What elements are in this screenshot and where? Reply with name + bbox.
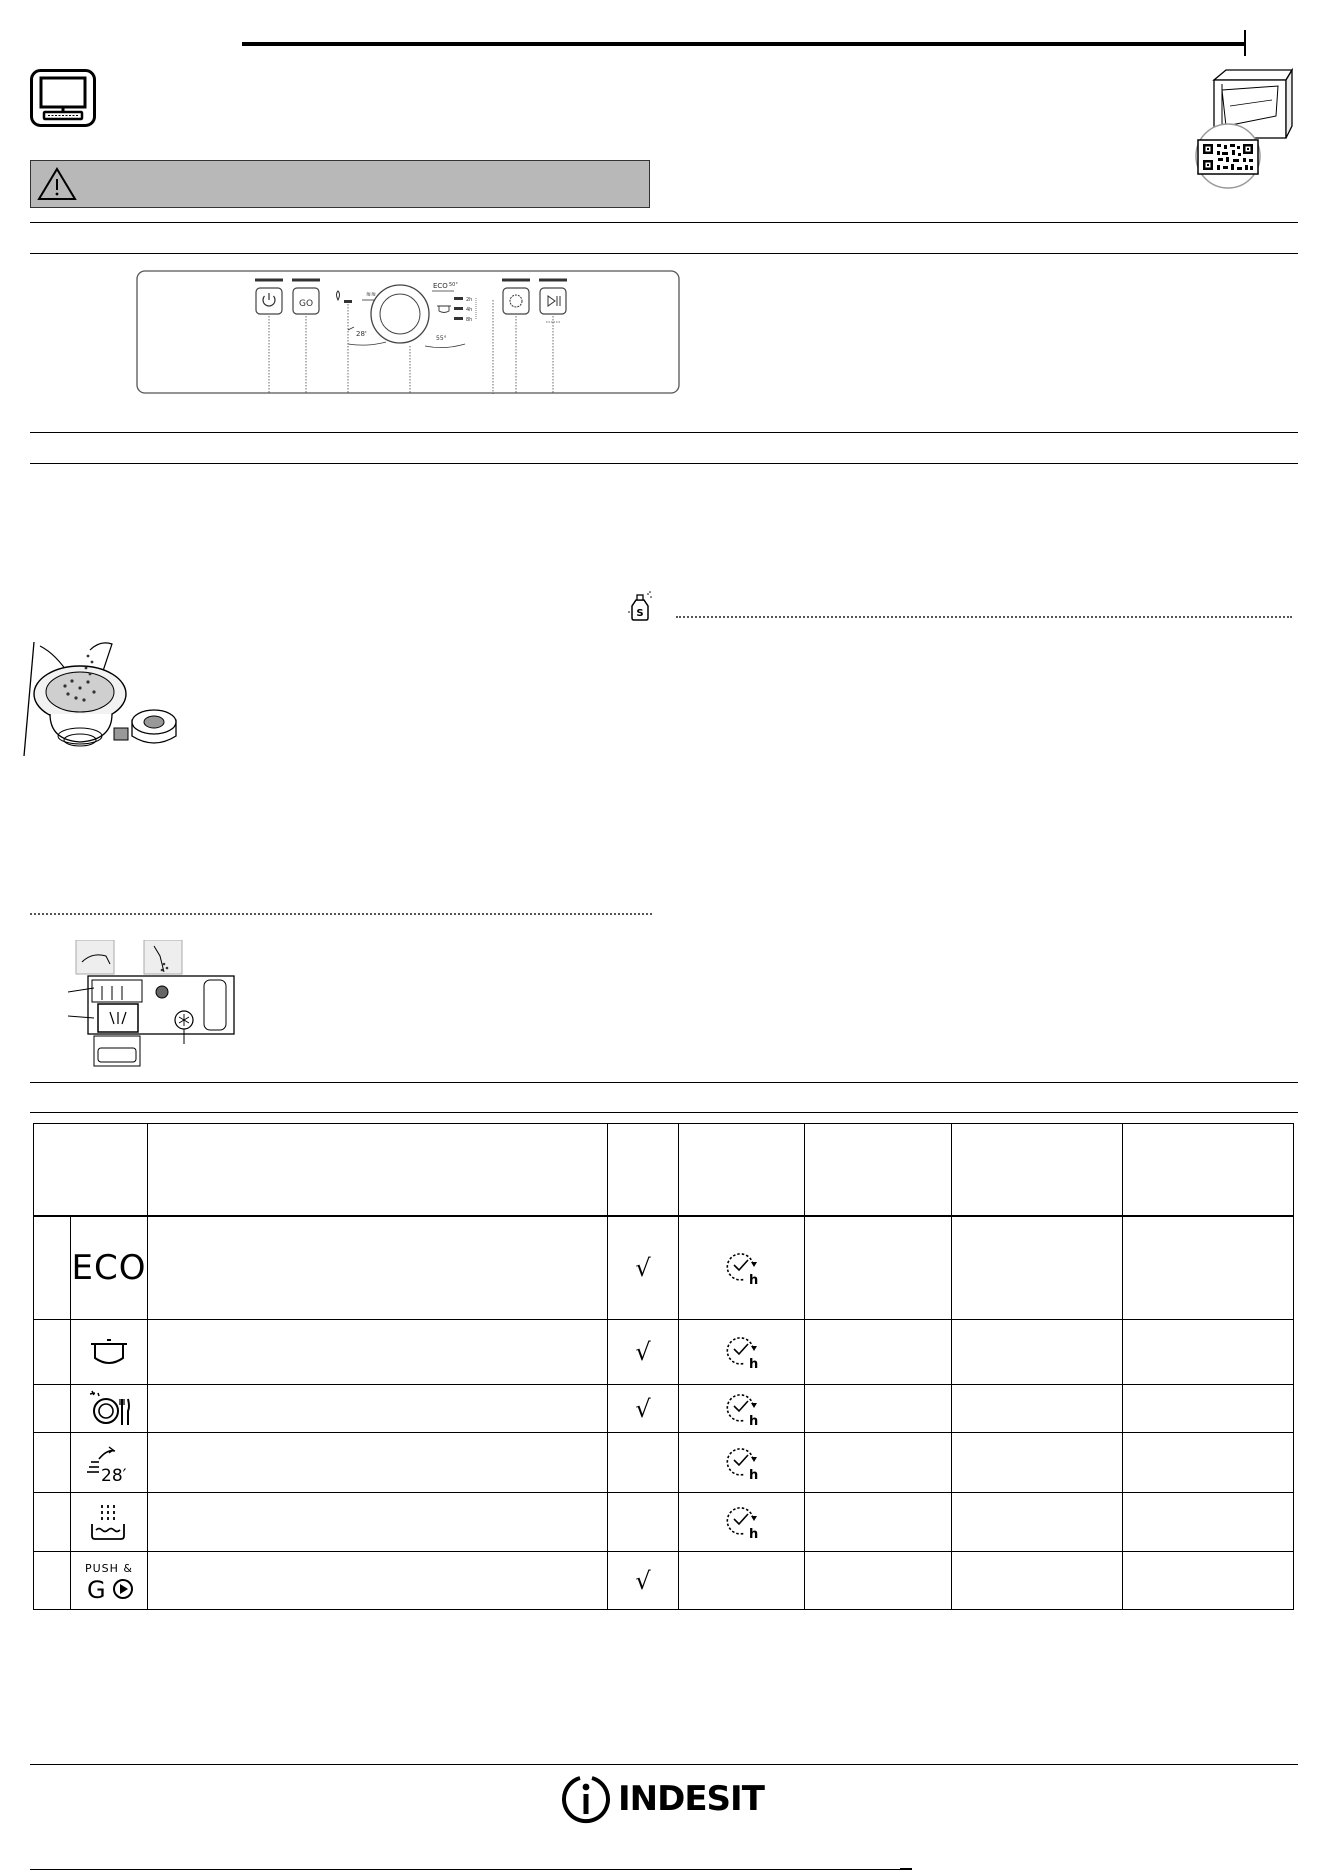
option-cell <box>608 1433 679 1493</box>
delay-cell <box>679 1320 805 1385</box>
dishwasher-qr-illustration <box>1186 66 1296 190</box>
quick-28-icon <box>83 1443 135 1483</box>
data-cell <box>952 1552 1123 1610</box>
data-cell <box>952 1385 1123 1433</box>
clock-h-icon <box>725 1504 759 1540</box>
data-cell <box>952 1493 1123 1552</box>
data-cell <box>1123 1433 1294 1493</box>
svg-text:h: h <box>748 1467 758 1481</box>
salt-bottle-icon <box>626 590 654 622</box>
data-cell <box>952 1433 1123 1493</box>
programme-icon-cell <box>71 1216 148 1320</box>
description-cell <box>148 1552 608 1610</box>
panel-soak-label: ≋≋ <box>366 291 377 298</box>
data-cell <box>1123 1320 1294 1385</box>
header-cell <box>679 1124 805 1216</box>
eco-programme-label: ECO <box>71 1247 147 1288</box>
option-cell <box>608 1320 679 1385</box>
delay-4h: 4h <box>466 307 473 313</box>
data-cell <box>952 1216 1123 1320</box>
section-divider <box>30 463 1298 464</box>
footer-divider <box>30 1764 1298 1765</box>
panel-eco-label: ECO <box>433 282 448 290</box>
option-cell <box>608 1493 679 1552</box>
header-cell <box>34 1124 148 1216</box>
go-g-letter: G <box>87 1575 106 1602</box>
description-cell <box>148 1320 608 1385</box>
row-number-cell <box>34 1493 71 1552</box>
clock-h-icon <box>725 1391 759 1427</box>
header-rule-tick <box>1244 30 1246 56</box>
row-number-cell <box>34 1385 71 1433</box>
header-cell <box>952 1124 1123 1216</box>
monitor-icon <box>30 69 96 127</box>
programme-icon-cell <box>71 1552 148 1610</box>
delay-cell <box>679 1552 805 1610</box>
quick-28-label: 28′ <box>101 1465 127 1483</box>
push-and-label: PUSH & <box>84 1561 134 1575</box>
warning-bar <box>30 160 650 208</box>
warning-triangle-icon <box>37 167 77 201</box>
svg-text:h: h <box>748 1357 758 1370</box>
check-mark: √ <box>635 1566 651 1595</box>
delay-cell <box>679 1433 805 1493</box>
header-cell <box>608 1124 679 1216</box>
plate-cutlery-icon <box>84 1389 134 1429</box>
data-cell <box>805 1216 952 1320</box>
detergent-dispenser-illustration <box>68 940 238 1076</box>
check-mark: √ <box>635 1253 651 1282</box>
header-rule <box>242 42 1246 46</box>
header-cell <box>1123 1124 1294 1216</box>
table-row <box>34 1216 1294 1320</box>
data-cell <box>805 1552 952 1610</box>
pot-icon <box>87 1334 131 1370</box>
section-divider <box>30 253 1298 254</box>
programme-icon-cell <box>71 1320 148 1385</box>
delay-8h: 8h <box>466 317 473 323</box>
data-cell <box>805 1320 952 1385</box>
row-number-cell <box>34 1320 71 1385</box>
delay-cell <box>679 1493 805 1552</box>
check-mark: √ <box>635 1338 651 1366</box>
programme-selector-knob <box>371 285 429 343</box>
check-mark: √ <box>635 1394 651 1423</box>
salt-reservoir-illustration <box>20 636 190 772</box>
clock-h-icon <box>725 1250 759 1286</box>
dotted-rule <box>30 913 652 915</box>
push-go-icon <box>81 1560 137 1602</box>
table-row <box>34 1552 1294 1610</box>
clock-h-icon <box>725 1445 759 1481</box>
description-cell <box>148 1216 608 1320</box>
salt-cap <box>132 710 176 743</box>
programme-table <box>33 1123 1294 1610</box>
dotted-rule <box>676 616 1292 618</box>
section-divider <box>30 432 1298 433</box>
option-cell <box>608 1385 679 1433</box>
data-cell <box>1123 1385 1294 1433</box>
svg-text:h: h <box>748 1272 758 1286</box>
row-number-cell <box>34 1552 71 1610</box>
delay-2h: 2h <box>466 297 473 303</box>
header-cell <box>148 1124 608 1216</box>
indesit-logo <box>560 1774 770 1824</box>
data-cell <box>805 1433 952 1493</box>
data-cell <box>805 1385 952 1433</box>
programme-icon-cell <box>71 1433 148 1493</box>
table-row <box>34 1385 1294 1433</box>
data-cell <box>805 1493 952 1552</box>
footer-bottom-rule <box>30 1869 900 1870</box>
clock-h-icon <box>725 1334 759 1370</box>
delay-cell <box>679 1385 805 1433</box>
data-cell <box>1123 1552 1294 1610</box>
brand-name: INDESIT <box>618 1779 764 1819</box>
description-cell <box>148 1493 608 1552</box>
table-row <box>34 1433 1294 1493</box>
row-number-cell <box>34 1216 71 1320</box>
svg-text:h: h <box>748 1413 758 1427</box>
table-row <box>34 1320 1294 1385</box>
indesit-logo-mark <box>560 1774 612 1824</box>
data-cell <box>1123 1493 1294 1552</box>
programme-icon-cell <box>71 1385 148 1433</box>
section-divider <box>30 1082 1298 1083</box>
description-cell <box>148 1433 608 1493</box>
data-cell <box>952 1320 1123 1385</box>
option-cell <box>608 1216 679 1320</box>
header-cell <box>805 1124 952 1216</box>
description-cell <box>148 1385 608 1433</box>
salt-glyph: S <box>636 608 644 619</box>
panel-temp-55: 55° <box>436 335 447 342</box>
panel-eco-temp: 50° <box>449 282 458 288</box>
option-cell <box>608 1552 679 1610</box>
programme-icon-cell <box>71 1493 148 1552</box>
footer-bottom-tick <box>900 1868 912 1870</box>
svg-text:h: h <box>748 1527 758 1540</box>
svg-text:GO: GO <box>298 299 314 309</box>
panel-quick-label: 28' <box>356 330 367 338</box>
control-panel-illustration <box>136 270 680 394</box>
section-divider <box>30 222 1298 223</box>
soak-icon <box>86 1502 132 1542</box>
section-divider <box>30 1112 1298 1113</box>
table-row <box>34 1493 1294 1552</box>
row-number-cell <box>34 1433 71 1493</box>
table-header-row <box>34 1124 1294 1216</box>
data-cell <box>1123 1216 1294 1320</box>
delay-cell <box>679 1216 805 1320</box>
